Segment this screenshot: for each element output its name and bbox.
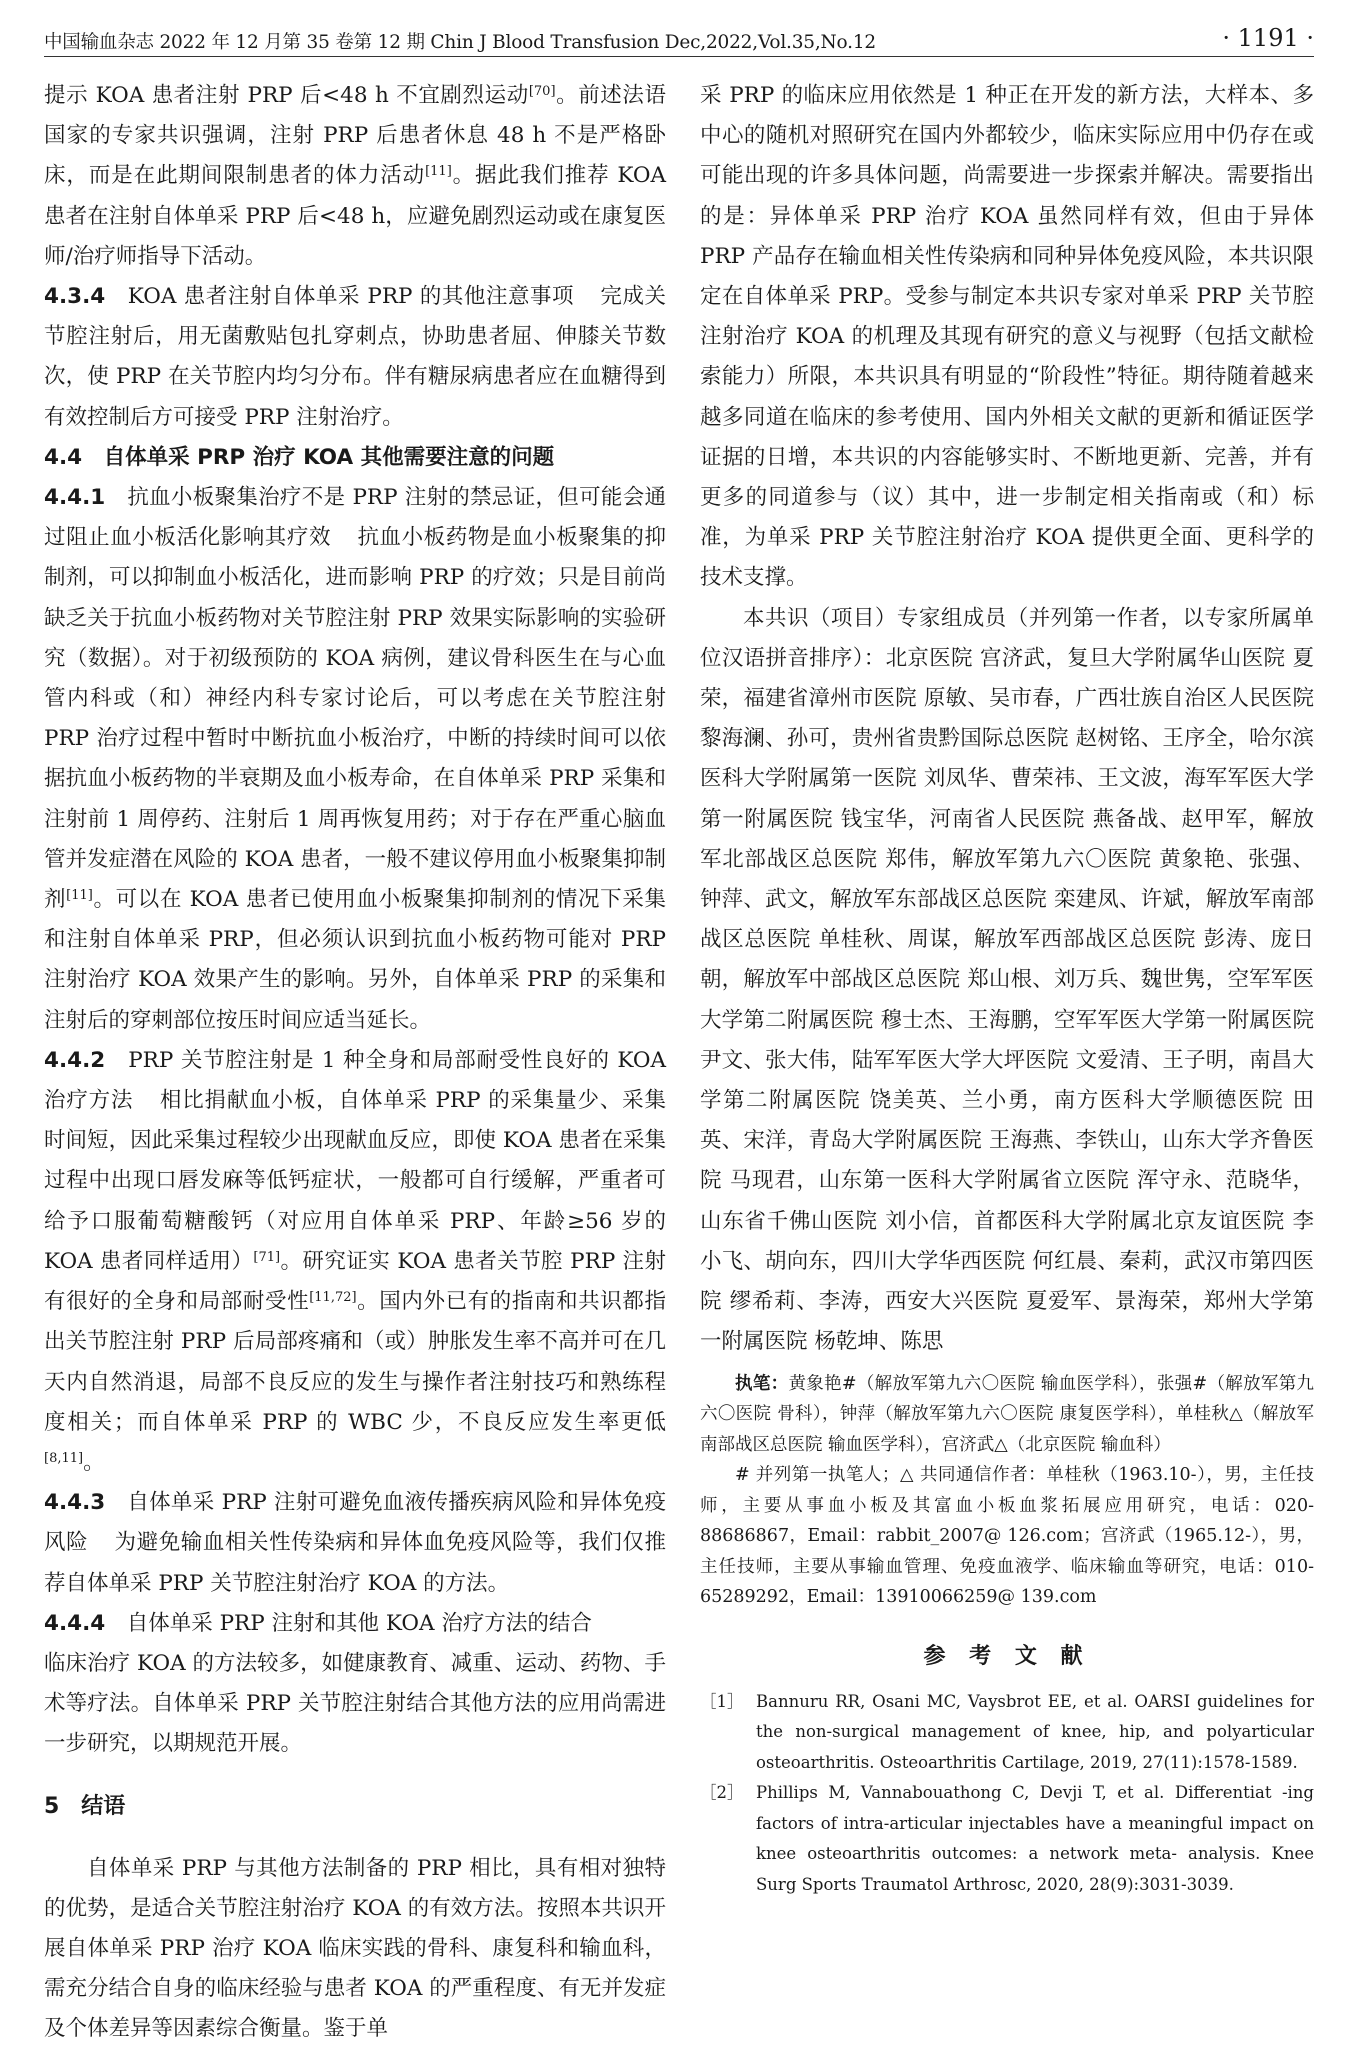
- section-4-4-4: 4.4.4 自体单采 PRP 注射和其他 KOA 治疗方法的结合: [44, 1610, 592, 1636]
- reference-item: ［1］ Bannuru RR, Osani MC, Vaysbrot EE, et al. OARSI guidelines for the non-surgical management of knee, hip, and polyarticular osteoarthritis. Osteoarthritis Cartilage, 2019, 27(11):1578-1589.: [700, 1691, 1314, 1772]
- expert-members: 本共识（项目）专家组成员（并列第一作者，以专家所属单位汉语拼音排序）：北京医院 宫济武，复旦大学附属华山医院 夏荣，福建省漳州市医院 原敏、吴市春，广西壮族自治区人民医院 黎海澜、孙可，贵州省贵黔国际总医院 赵树铭、王序全，哈尔滨医科大学附属第一医院 刘凤华、曹荣祎、王文波，海军军医大学第一附属医院 钱宝华，河南省人民医院 燕备战、赵甲军，解放军北部战区总医院 郑伟，解放军第九六〇医院 黄象艳、张强、钟萍、武文，解放军东部战区总医院 栾建凤、许斌，解放军南部战区总医院 单桂秋、周谋，解放军西部战区总医院 彭涛、庞日朝，解放军中部战区总医院 郑山根、刘万兵、魏世隽，空军军医大学第二附属医院 穆士杰、王海鹏，空军军医大学第一附属医院 尹文、张大伟，陆军军医大学大坪医院 文爱清、王子明，南昌大学第二附属医院 饶美英、兰小勇，南方医科大学顺德医院 田英、宋洋，青岛大学附属医院 王海燕、李铁山，山东大学齐鲁医院 马现君，山东第一医科大学附属省立医院 浑守永、范晓华，山东省千佛山医院 刘小信，首都医科大学附属北京友谊医院 李小飞、胡向东，四川大学华西医院 何红晨、秦莉，武汉市第四医院 缪希莉、李涛，西安大兴医院 夏爱军、景海荣，郑州大学第一附属医院 杨乾坤、陈思: [700, 605, 1314, 1355]
- section-title: KOA 患者注射自体单采 PRP 的其他注意事项: [127, 284, 575, 310]
- header-rule: [44, 56, 1314, 57]
- citation[interactable]: [8,11]: [44, 1450, 84, 1466]
- journal-citation: 中国输血杂志 2022 年 12 月第 35 卷第 12 期 Chin J Blood Transfusion Dec,2022,Vol.35,No.12: [44, 32, 876, 53]
- paragraph: 提示 KOA 患者注射 PRP 后<48 h 不宜剧烈运动[70]。前述法语国家的专家共识强调，注射 PRP 后患者休息 48 h 不是严格卧床，而是在此期间限制患者的体力活动[11]。据此我们推荐 KOA 患者在注射自体单采 PRP 后<48 h，应避免剧烈运动或在康复医师/治疗师指导下活动。: [44, 83, 666, 269]
- section-4-4-2: 4.4.2 PRP 关节腔注射是 1 种全身和局部耐受性良好的 KOA 治疗方法 相比捐献血小板，自体单采 PRP 的采集量少、采集时间短，因此采集过程较少出现献血反应，即使 KOA 患者在采集过程中出现口唇发麻等低钙症状，一般都可自行缓解，严重者可给予口服葡萄糖酸钙（对应用自体单采 PRP、年龄≥56 岁的 KOA 患者同样适用）[71]。研究证实 KOA 患者关节腔 PRP 注射有很好的全身和局部耐受性[11,72]。国内外已有的指南和共识都指出关节腔注射 PRP 后局部疼痛和（或）肿胀发生率不高并可在几天内自然消退，局部不良反应的发生与操作者注射技巧和熟练程度相关；而自体单采 PRP 的 WBC 少，不良反应发生率更低[8,11]。: [44, 1047, 666, 1475]
- citation[interactable]: [11,72]: [309, 1290, 357, 1306]
- paragraph: 临床治疗 KOA 的方法较多，如健康教育、减重、运动、药物、手术等疗法。自体单采 PRP 关节腔注射结合其他方法的应用尚需进一步研究，以期规范开展。: [44, 1650, 666, 1757]
- section-heading-4-4: 4.4 自体单采 PRP 治疗 KOA 其他需要注意的问题: [44, 444, 555, 470]
- conclusion-paragraph: 自体单采 PRP 与其他方法制备的 PRP 相比，具有相对独特的优势，是适合关节腔注射治疗 KOA 的有效方法。按照本共识开展自体单采 PRP 治疗 KOA 临床实践的骨科、康复科和输血科，需充分结合自身的临床经验与患者 KOA 的严重程度、有无并发症及个体差异等因素综合衡量。鉴于单: [44, 1855, 666, 2042]
- section-4-4-3: 4.4.3 自体单采 PRP 注射可避免血液传播疾病风险和异体免疫风险 为避免输血相关性传染病和异体血免疫风险等，我们仅推荐自体单采 PRP 关节腔注射治疗 KOA 的方法。: [44, 1490, 666, 1596]
- right-column: [700, 76, 1314, 1900]
- section-4-3-4: 4.3.4 KOA 患者注射自体单采 PRP 的其他注意事项 完成关节腔注射后，用无菌敷贴包扎穿刺点，协助患者屈、伸膝关节数次，使 PRP 在关节腔内均匀分布。伴有糖尿病患者应在血糖得到有效控制后方可接受 PRP 注射治疗。: [44, 284, 666, 430]
- section-number: 4.3.4: [44, 284, 106, 310]
- reference-item: ［2］ Phillips M, Vannabouathong C, Devji T, et al. Differentiat -ing factors of intra-articular injectables have a meaningful impact on knee osteoarthritis outcomes: a network meta- analysis. Knee Surg Sports Traumatol Arthrosc, 2020, 28(9):3031-3039.: [700, 1783, 1314, 1894]
- writers-note: 执笔：黄象艳#（解放军第九六〇医院 输血医学科），张强#（解放军第九六〇医院 骨科），钟萍（解放军第九六〇医院 康复医学科），单桂秋△（解放军南部战区总医院 输血医学科），宫济武△（北京医院 输血科） # 并列第一执笔人；△ 共同通信作者：单桂秋（1963.10-），男，主任技师，主要从事血小板及其富血小板血浆拓展应用研究，电话：020-88686867，Email：rabbit_2007@ 126.com；宫济武（1965.12-），男，主任技师，主要从事输血管理、免疫血液学、临床输血等研究，电话：010-65289292，Email：13910066259@ 139.com: [700, 1369, 1314, 1613]
- correspondence-note: # 并列第一执笔人；△ 共同通信作者：单桂秋（1963.10-），男，主任技师，主要从事血小板及其富血小板血浆拓展应用研究，电话：020-88686867，Email：rabbit_2007@ 126.com；宫济武（1965.12-），男，主任技师，主要从事输血管理、免疫血液学、临床输血等研究，电话：010-65289292，Email：13910066259@ 139.com: [700, 1465, 1314, 1607]
- running-header: [44, 22, 1314, 58]
- page-number: · 1191 ·: [1222, 24, 1314, 52]
- citation[interactable]: [70]: [528, 84, 556, 99]
- section-heading-5: 5 结语: [44, 1793, 126, 1819]
- left-column: [44, 76, 666, 2050]
- paragraph: 采 PRP 的临床应用依然是 1 种正在开发的新方法，大样本、多中心的随机对照研究在国内外都较少，临床实际应用中仍存在或可能出现的许多具体问题，尚需要进一步探索并解决。需要指出的是：异体单采 PRP 治疗 KOA 虽然同样有效，但由于异体 PRP 产品存在输血相关性传染病和同种异体免疫风险，本共识限定在自体单采 PRP。受参与制定本共识专家对单采 PRP 关节腔注射治疗 KOA 的机理及其现有研究的意义与视野（包括文献检索能力）所限，本共识具有明显的“阶段性”特征。期待随着越来越多同道在临床的参考使用、国内外相关文献的更新和循证医学证据的日增，本共识的内容能够实时、不断地更新、完善，并有更多的同道参与（议）其中，进一步制定相关指南或（和）标准，为单采 PRP 关节腔注射治疗 KOA 提供更全面、更科学的技术支撑。: [700, 83, 1314, 591]
- section-4-4-1: 4.4.1 抗血小板聚集治疗不是 PRP 注射的禁忌证，但可能会通过阻止血小板活化影响其疗效 抗血小板药物是血小板聚集的抑制剂，可以抑制血小板活化，进而影响 PRP 的疗效；只是目前尚缺乏关于抗血小板药物对关节腔注射 PRP 效果实际影响的实验研究（数据）。对于初级预防的 KOA 病例，建议骨科医生在与心血管内科或（和）神经内科专家讨论后，可以考虑在关节腔注射 PRP 治疗过程中暂时中断抗血小板治疗，中断的持续时间可以依据抗血小板药物的半衰期及血小板寿命，在自体单采 PRP 采集和注射前 1 周停药、注射后 1 周再恢复用药；对于存在严重心脑血管并发症潜在风险的 KOA 患者，一般不建议停用血小板聚集抑制剂[11]。可以在 KOA 患者已使用血小板聚集抑制剂的情况下采集和注射自体单采 PRP，但必须认识到抗血小板药物可能对 PRP 注射治疗 KOA 效果产生的影响。另外，自体单采 PRP 的采集和注射后的穿刺部位按压时间应适当延长。: [44, 485, 666, 1033]
- citation[interactable]: [11]: [66, 888, 93, 904]
- citation[interactable]: [11]: [425, 164, 452, 180]
- references-heading: 参 考 文 献: [923, 1643, 1091, 1669]
- citation[interactable]: [71]: [253, 1249, 281, 1265]
